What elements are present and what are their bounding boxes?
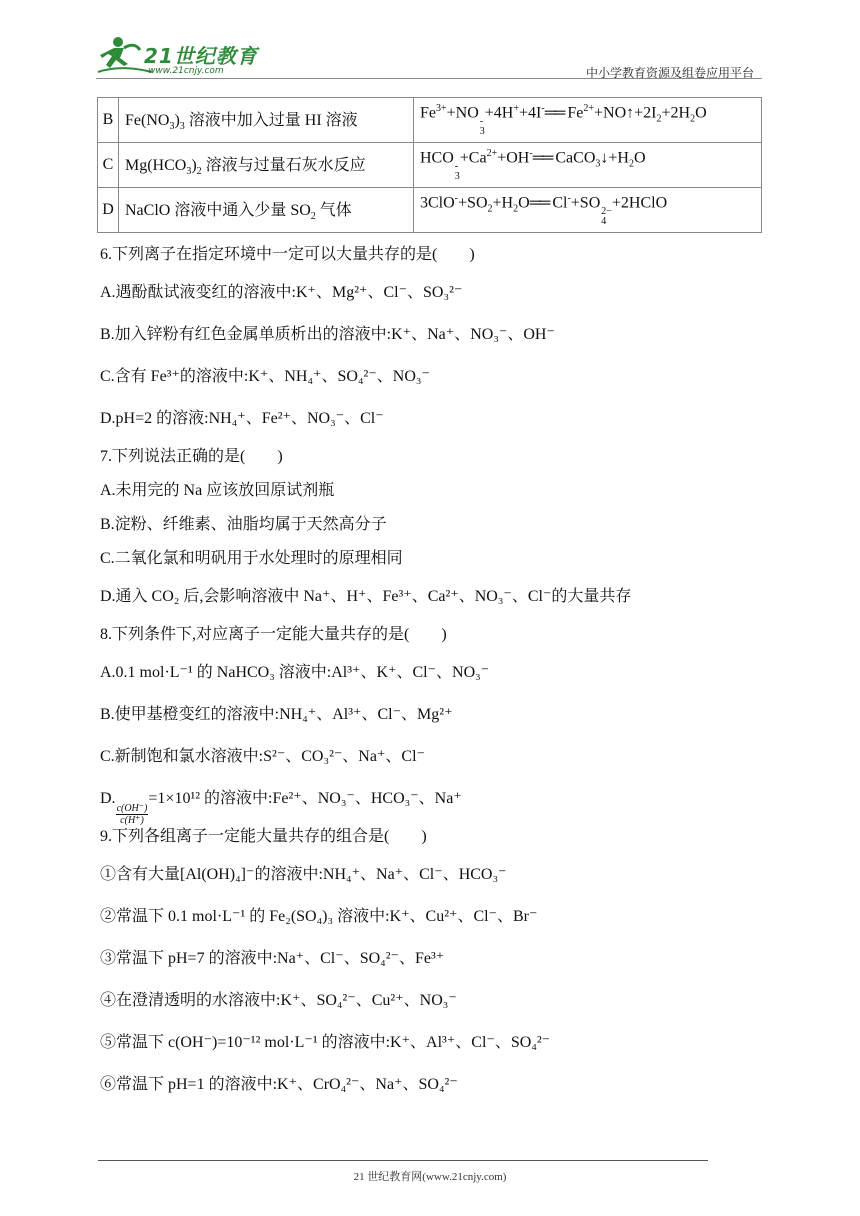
q9-item: ⑤常温下 c(OH⁻)=10⁻¹² mol·L⁻¹ 的溶液中:K⁺、Al³⁺、Cl⁻、SO₄²⁻: [100, 1034, 551, 1051]
q7-option-a: A.未用完的 Na 应该放回原试剂瓶: [100, 482, 335, 499]
q9-stem: 9.下列各组离子一定能大量共存的组合是( ): [100, 828, 427, 845]
row-desc: $Fe(NO_3)_3$ 溶液中加入过量 HI 溶液: [119, 98, 414, 143]
q8-option-d: [100, 778, 760, 826]
row-key: C: [98, 143, 119, 188]
row-key: D: [98, 188, 119, 233]
q7-option-c: C.二氧化氯和明矾用于水处理时的原理相同: [100, 550, 403, 567]
q8-stem: 8.下列条件下,对应离子一定能大量共存的是( ): [100, 626, 447, 643]
q6-option-d: D.pH=2 的溶液:NH₄⁺、Fe²⁺、NO₃⁻、Cl⁻: [100, 410, 384, 427]
footer-divider: [98, 1160, 708, 1161]
logo-text: 21世纪教育: [144, 44, 258, 68]
q8-option-a: A.0.1 mol·L⁻¹ 的 NaHCO₃ 溶液中:Al³⁺、K⁺、Cl⁻、NO₃⁻: [100, 664, 490, 681]
q7-stem: 7.下列说法正确的是( ): [100, 448, 283, 465]
row-desc: $Mg(HCO_3)_2$ 溶液与过量石灰水反应: [119, 143, 414, 188]
table-row: [98, 98, 762, 143]
q8-option-c: C.新制饱和氯水溶液中:S²⁻、CO₃²⁻、Na⁺、Cl⁻: [100, 748, 425, 765]
q9-item: ④在澄清透明的水溶液中:K⁺、SO₄²⁻、Cu²⁺、NO₃⁻: [100, 992, 457, 1009]
options-table: [97, 97, 762, 233]
header-divider: [96, 78, 762, 79]
footer-text: 21 世纪教育网(www.21cnjy.com): [353, 1171, 507, 1183]
q9-item: ②常温下 0.1 mol·L⁻¹ 的 Fe₂(SO₄)₃ 溶液中:K⁺、Cu²⁺、Cl⁻、Br⁻: [100, 908, 538, 925]
row-equation: $3ClO^-+SO_2+H_2O══$ Cl-+SO 2− 4 +2HClO: [414, 188, 762, 233]
row-equation: HCO - 3 $+Ca^{2+}+OH^-══$ $CaCO_3↓+H_2O$: [414, 143, 762, 188]
q7-option-b: B.淀粉、纤维素、油脂均属于天然高分子: [100, 516, 387, 533]
row-desc: NaClO 溶液中通入少量 $SO_2$ 气体: [119, 188, 414, 233]
table-row: [98, 143, 762, 188]
q9-item: ①含有大量[Al(OH)₄]⁻的溶液中:NH₄⁺、Na⁺、Cl⁻、HCO₃⁻: [100, 866, 507, 883]
q7-option-d: D.通入 CO₂ 后,会影响溶液中 Na⁺、H⁺、Fe³⁺、Ca²⁺、NO₃⁻、Cl⁻的大量共存: [100, 588, 632, 605]
q8-d-rest: =1×10¹² 的溶液中:Fe²⁺、NO₃⁻、HCO₃⁻、Na⁺: [148, 790, 462, 807]
q6-option-b: B.加入锌粉有红色金属单质析出的溶液中:K⁺、Na⁺、NO₃⁻、OH⁻: [100, 326, 555, 343]
q6-option-c: C.含有 Fe³⁺的溶液中:K⁺、NH₄⁺、SO₄²⁻、NO₃⁻: [100, 368, 430, 385]
q8-d-prefix: D.: [100, 790, 116, 807]
q8-option-b: B.使甲基橙变红的溶液中:NH₄⁺、Al³⁺、Cl⁻、Mg²⁺: [100, 706, 453, 723]
page-header: [96, 34, 762, 80]
q6-option-a: A.遇酚酞试液变红的溶液中:K⁺、Mg²⁺、Cl⁻、SO₃²⁻: [100, 284, 463, 301]
q6-stem: 6.下列离子在指定环境中一定可以大量共存的是( ): [100, 246, 475, 263]
row-equation: $Fe^{3+}+NO$ - 3 +4H++4I-══ $Fe^{2+}+NO↑+2I_2+2H_2O$: [414, 98, 762, 143]
fraction-denominator: c(H⁺): [120, 815, 144, 826]
fraction-numerator: c(OH⁻): [116, 803, 148, 814]
table-row: [98, 188, 762, 233]
logo-url: www.21cnjy.com: [148, 66, 224, 76]
q9-item: ⑥常温下 pH=1 的溶液中:K⁺、CrO₄²⁻、Na⁺、SO₄²⁻: [100, 1076, 458, 1093]
questions: [100, 238, 760, 1106]
row-key: B: [98, 98, 119, 143]
q9-item: ③常温下 pH=7 的溶液中:Na⁺、Cl⁻、SO₄²⁻、Fe³⁺: [100, 950, 445, 967]
site-name: 中小学教育资源及组卷应用平台: [585, 66, 754, 80]
